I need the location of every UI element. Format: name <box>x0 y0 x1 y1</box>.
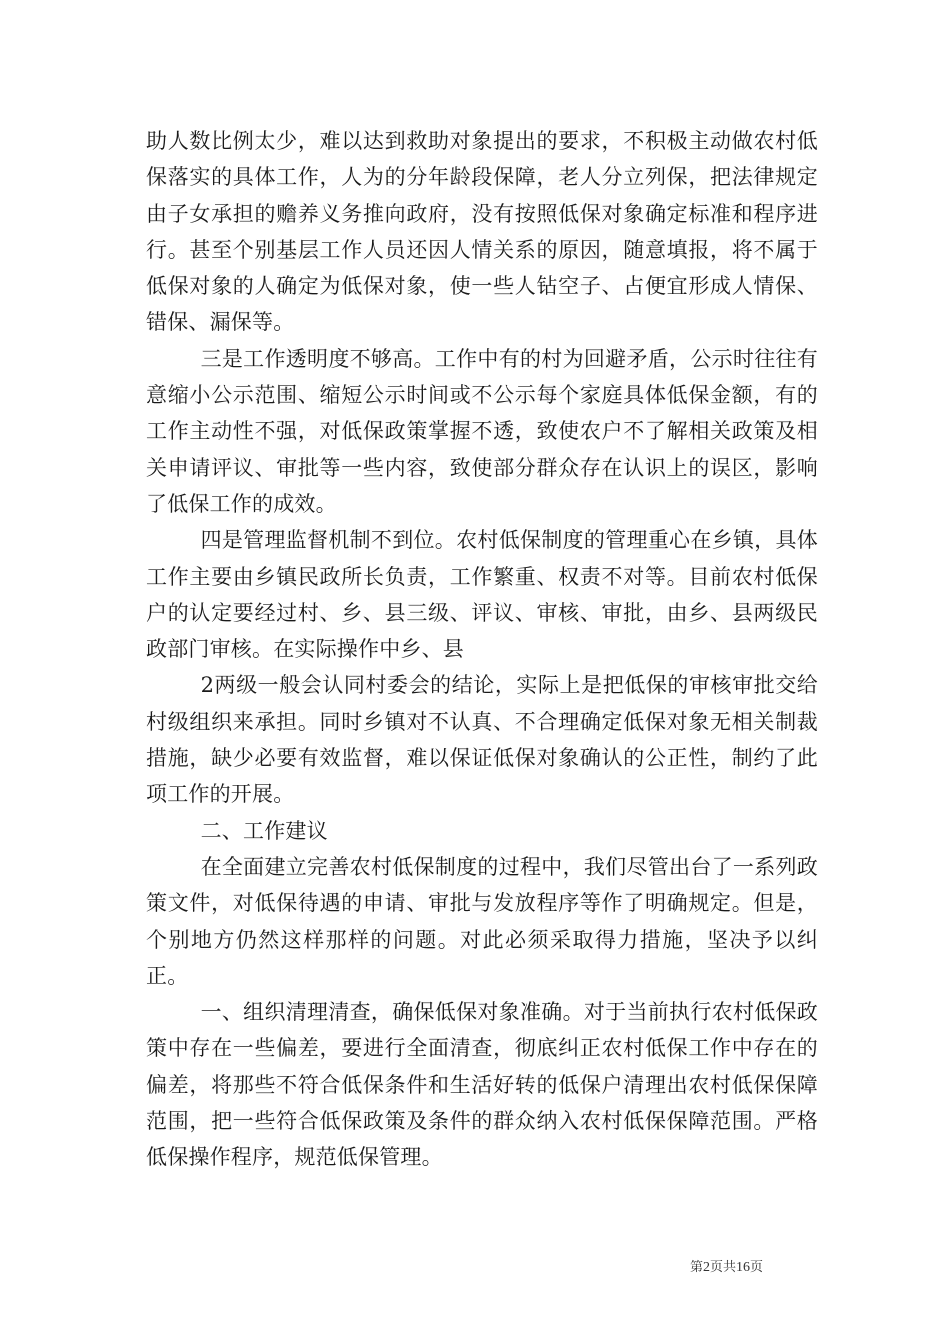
paragraph-4: 2两级一般会认同村委会的结论，实际上是把低保的审核审批交给村级组织来承担。同时乡镇对不认真、不合理确定低保对象无相关制裁措施，缺少必要有效监督，难以保证低保对象确认的公正性，制约了此项工作的开展。 <box>146 673 818 807</box>
footer-total-pages: 16 <box>736 1260 751 1275</box>
paragraph-6: 一、组织清理清查，确保低保对象准确。对于当前执行农村低保政策中存在一些偏差，要进行全面清查，彻底纠正农村低保工作中存在的偏差，将那些不符合低保条件和生活好转的低保户清理出农村低保保障范围，把一些符合低保政策及条件的群众纳入农村低保保障范围。严格低保操作程序，规范低保管理。 <box>146 1000 818 1170</box>
paragraph-5: 在全面建立完善农村低保制度的过程中，我们尽管出台了一系列政策文件，对低保待遇的申请、审批与发放程序等作了明确规定。但是，个别地方仍然这样那样的问题。对此必须采取得力措施，坚决予以纠正。 <box>146 854 818 988</box>
section-heading: 二、工作建议 <box>200 818 328 843</box>
paragraph-3: 四是管理监督机制不到位。农村低保制度的管理重心在乡镇，具体工作主要由乡镇民政所长负责，工作繁重、权责不对等。目前农村低保户的认定要经过村、乡、县三级、评议、审核、审批，由乡、县两级民政部门审核。在实际操作中乡、县 <box>146 528 818 662</box>
body-text <box>146 123 818 1176</box>
page-footer <box>690 1256 763 1276</box>
paragraph-2: 三是工作透明度不够高。工作中有的村为回避矛盾，公示时往往有意缩小公示范围、缩短公示时间或不公示每个家庭具体低保金额，有的工作主动性不强，对低保政策掌握不透，致使农户不了解相关政策及相关申请评议、审批等一些内容，致使部分群众存在认识上的误区，影响了低保工作的成效。 <box>146 346 818 516</box>
footer-suffix: 页 <box>750 1260 764 1275</box>
footer-page-number: 2 <box>703 1260 711 1275</box>
footer-middle: 页共 <box>710 1260 737 1275</box>
footer-prefix: 第 <box>690 1260 704 1275</box>
paragraph-1: 助人数比例太少，难以达到救助对象提出的要求，不积极主动做农村低保落实的具体工作，人为的分年龄段保障，老人分立列保，把法律规定由子女承担的赡养义务推向政府，没有按照低保对象确定标准和程序进行。甚至个别基层工作人员还因人情关系的原因，随意填报，将不属于低保对象的人确定为低保对象，使一些人钻空子、占便宜形成人情保、错保、漏保等。 <box>146 129 818 335</box>
